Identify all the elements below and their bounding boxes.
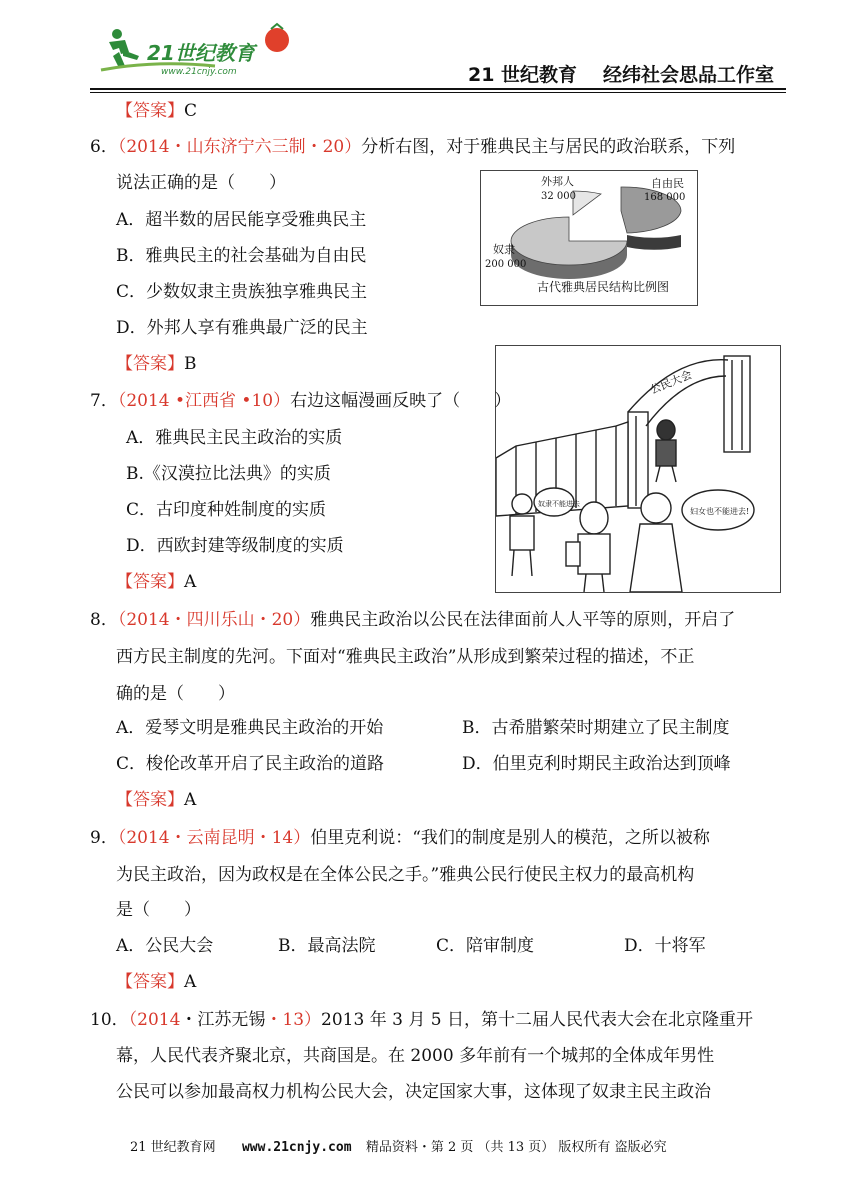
pie-value-freemen: 168 000 [644,192,686,203]
footer [130,1136,667,1155]
answer-q8: 【答案】A [116,790,197,810]
header-rule-thin [90,92,786,93]
question-8-line2: 西方民主制度的先河。下面对“雅典民主政治”从形成到繁荣过程的描述，不正 [116,647,695,667]
q7-option-c: C．古印度种姓制度的实质 [126,500,327,520]
q8-option-c: C．梭伦改革开启了民主政治的道路 [116,754,385,774]
q6-option-b: B．雅典民主的社会基础为自由民 [116,246,367,266]
question-9-line2: 为民主政治，因为政权是在全体公民之手。”雅典公民行使民主权力的最高机构 [116,865,695,885]
site-logo [95,20,295,82]
answer-q9: 【答案】A [116,972,197,992]
question-8-line1: 8．（2014・四川乐山・20）雅典民主政治以公民在法律面前人人平等的原则，开启了 [90,610,736,630]
answer-q5: 【答案】C [116,101,198,121]
pie-value-slaves: 200 000 [485,259,527,270]
q8-option-d: D．伯里克利时期民主政治达到顶峰 [462,754,731,774]
footer-url[interactable]: www.21cnjy.com [241,1140,352,1155]
cartoon-bubble-left: 奴隶不能进去 [538,500,580,508]
q9-option-c: C．陪审制度 [436,936,535,956]
question-8-line3: 确的是（ ） [116,684,235,704]
pie-caption: 古代雅典居民结构比例图 [537,280,670,294]
q6-option-c: C．少数奴隶主贵族独享雅典民主 [116,282,368,302]
question-7-line1: 7．（2014 •江西省 •10）右边这幅漫画反映了（ ） [90,391,512,411]
pie-value-foreigners: 32 000 [541,191,576,202]
pie-chart-figure [480,170,698,306]
q8-option-a: A．爱琴文明是雅典民主政治的开始 [116,718,384,738]
q7-option-a: A．雅典民主民主政治的实质 [126,428,343,448]
footer-info: 精品资料・第 2 页 （共 13 页） 版权所有 盗版必究 [365,1140,667,1155]
cartoon-figure [495,345,781,593]
q9-option-b: B．最高法院 [278,936,376,956]
q6-option-d: D．外邦人享有雅典最广泛的民主 [116,318,368,338]
answer-q7: 【答案】A [116,572,197,592]
answer-q6: 【答案】B [116,354,197,374]
logo-text: 21世纪教育 [147,41,255,65]
footer-site: 21 世纪教育网 [130,1140,216,1155]
q9-option-d: D．十将军 [624,936,706,956]
pie-label-freemen: 自由民 [651,177,684,190]
header-studio: 经纬社会思品工作室 [603,64,775,86]
q9-option-a: A．公民大会 [116,936,214,956]
question-6-source: （2014・山东济宁六三制・20） [117,137,362,157]
q6-option-a: A．超半数的居民能享受雅典民主 [116,210,367,230]
header-rule [90,88,786,90]
question-6-line2: 说法正确的是（ ） [116,173,286,193]
cartoon-arch-text: 公民大会 [648,368,694,397]
question-6-line1: 6．（2014・山东济宁六三制・20）分析右图，对于雅典民主与居民的政治联系，下列 [90,137,736,157]
question-8-source: （2014・四川乐山・20） [117,610,311,630]
logo-url: www.21cnjy.com [161,67,237,77]
question-9-line3: 是（ ） [116,900,201,920]
question-7-source: （2014 •江西省 •10） [117,391,291,411]
q8-option-b: B．古希腊繁荣时期建立了民主制度 [462,718,730,738]
pie-slice-slaves [511,217,627,265]
cartoon-bubble-right: 妇女也不能进去! [690,507,750,516]
pie-label-foreigners: 外邦人 [541,175,574,188]
question-9-line1: 9．（2014・云南昆明・14）伯里克利说：“我们的制度是别人的模范，之所以被称 [90,828,710,848]
question-10-line1: 10．（2014・江苏无锡・13）2013 年 3 月 5 日，第十二届人民代表大会在北京隆重开 [90,1010,753,1030]
pie-label-slaves: 奴隶 [493,243,515,256]
question-9-source: （2014・云南昆明・14） [117,828,311,848]
q7-option-b: B.《汉漠拉比法典》的实质 [126,464,331,484]
pie-slice-foreigners [573,191,601,215]
q7-option-d: D．西欧封建等级制度的实质 [126,536,344,556]
question-10-line3: 公民可以参加最高权力机构公民大会，决定国家大事，这体现了奴隶主民主政治 [116,1082,711,1102]
header-org: 21 世纪教育 [468,64,578,86]
question-10-line2: 幕，人民代表齐聚北京，共商国是。在 2000 多年前有一个城邦的全体成年男性 [116,1046,715,1066]
